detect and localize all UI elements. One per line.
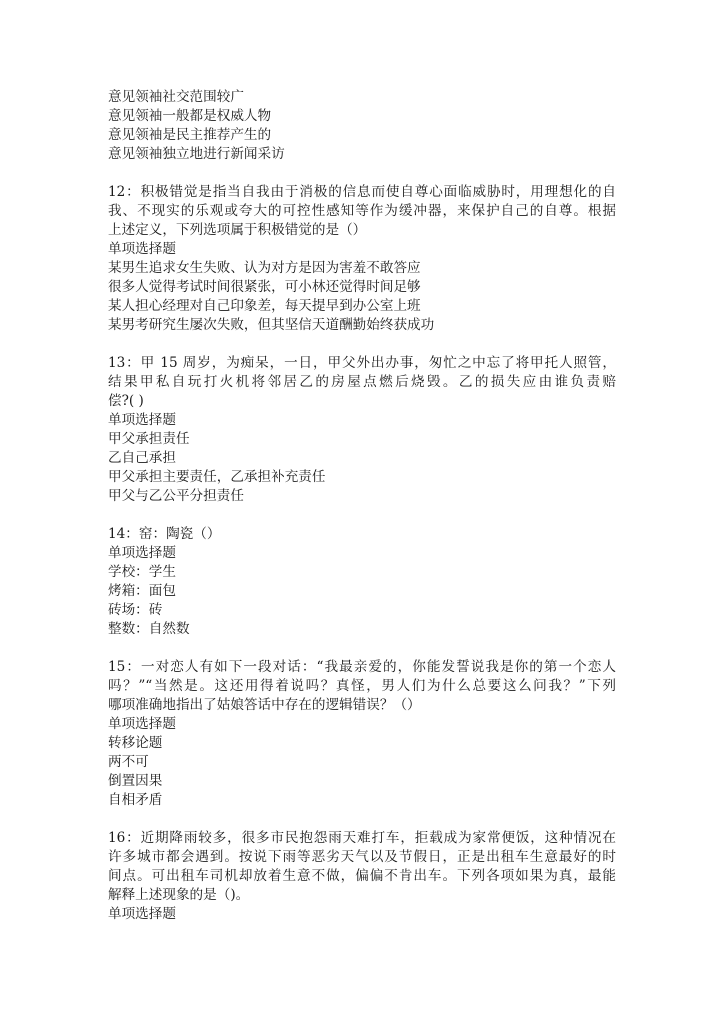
option-text: 两不可 bbox=[108, 754, 149, 770]
stem-line: 结果甲私自玩打火机将邻居乙的房屋点燃后烧毁。乙的损失应由谁负责赔 bbox=[108, 374, 616, 390]
stem-line: 许多城市都会遇到。按说下雨等恶劣天气以及节假日，正是出租车生意最好的时 bbox=[108, 849, 616, 865]
question-stem bbox=[108, 183, 616, 240]
option-text: 某男生追求女生失败、认为对方是因为害羞不敢答应 bbox=[108, 260, 421, 276]
option-text: 意见领袖是民主推荐产生的 bbox=[108, 127, 272, 143]
question-stem bbox=[108, 525, 616, 544]
document-page bbox=[108, 88, 616, 943]
option-text: 意见领袖独立地进行新闻采访 bbox=[108, 146, 285, 162]
stem-line: 12：积极错觉是指当自我由于消极的信息而使自尊心面临威胁时，用理想化的自 bbox=[108, 184, 616, 200]
option-text: 乙自己承担 bbox=[108, 450, 176, 466]
stem-line: 14：窑：陶瓷（） bbox=[108, 526, 221, 542]
stem-line: 解释上述现象的是（)。 bbox=[108, 887, 250, 903]
question-stem bbox=[108, 829, 616, 905]
option-text: 很多人觉得考试时间很紧张，可小林还觉得时间足够 bbox=[108, 279, 421, 295]
option-text: 甲父承担主要责任，乙承担补充责任 bbox=[108, 469, 326, 485]
question-stem bbox=[108, 354, 616, 411]
previous-question-options bbox=[108, 88, 616, 164]
stem-line: 16：近期降雨较多，很多市民抱怨雨天难打车，拒载成为家常便饭，这种情况在 bbox=[108, 830, 616, 846]
question-12 bbox=[108, 183, 616, 335]
option-text: 甲父与乙公平分担责任 bbox=[108, 488, 244, 504]
option-text: 甲父承担责任 bbox=[108, 431, 190, 447]
question-type: 单项选择题 bbox=[108, 906, 176, 922]
stem-line: 上述定义，下列选项属于积极错觉的是（） bbox=[108, 222, 367, 238]
stem-line: 我、不现实的乐观或夸大的可控性感知等作为缓冲器，来保护自己的自尊。根据 bbox=[108, 203, 616, 219]
option-text: 自相矛盾 bbox=[108, 792, 163, 808]
option-text: 转移论题 bbox=[108, 735, 163, 751]
option-text: 学校：学生 bbox=[108, 564, 176, 580]
question-type: 单项选择题 bbox=[108, 241, 176, 257]
option-text: 意见领袖社交范围较广 bbox=[108, 89, 244, 105]
question-13 bbox=[108, 354, 616, 506]
question-15 bbox=[108, 658, 616, 810]
option-text: 意见领袖一般都是权威人物 bbox=[108, 108, 272, 124]
question-type: 单项选择题 bbox=[108, 412, 176, 428]
option-text: 倒置因果 bbox=[108, 773, 163, 789]
option-text: 砖场：砖 bbox=[108, 602, 163, 618]
stem-line: 13：甲 15 周岁，为痴呆，一日，甲父外出办事，匆忙之中忘了将甲托人照管， bbox=[108, 355, 616, 371]
stem-line: 哪项准确地指出了姑娘答话中存在的逻辑错误？（） bbox=[108, 697, 421, 713]
question-type: 单项选择题 bbox=[108, 545, 176, 561]
option-text: 整数：自然数 bbox=[108, 621, 190, 637]
option-text: 某人担心经理对自己印象差，每天提早到办公室上班 bbox=[108, 298, 421, 314]
stem-line: 间点。可出租车司机却放着生意不做，偏偏不肯出车。下列各项如果为真，最能 bbox=[108, 868, 616, 884]
option-text: 烤箱：面包 bbox=[108, 583, 176, 599]
stem-line: 15：一对恋人有如下一段对话：“我最亲爱的，你能发誓说我是你的第一个恋人 bbox=[108, 659, 616, 675]
stem-line: 偿?( ) bbox=[108, 393, 144, 409]
stem-line: 吗？”“当然是。这还用得着说吗？真怪，男人们为什么总要这么问我？”下列 bbox=[108, 678, 616, 694]
option-text: 某男考研究生屡次失败，但其坚信天道酬勤始终获成功 bbox=[108, 317, 435, 333]
question-stem bbox=[108, 658, 616, 715]
question-type: 单项选择题 bbox=[108, 716, 176, 732]
question-14 bbox=[108, 525, 616, 639]
question-16 bbox=[108, 829, 616, 924]
